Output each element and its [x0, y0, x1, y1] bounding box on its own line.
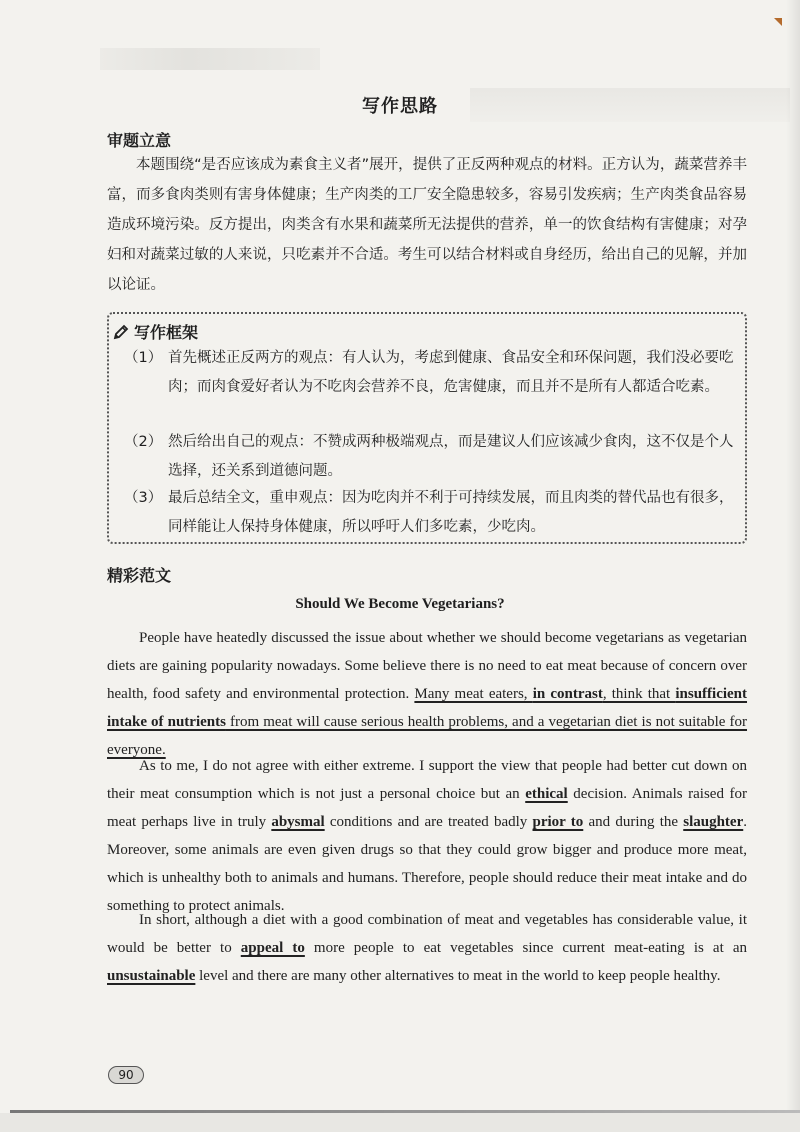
key-phrase: unsustainable [107, 968, 196, 984]
text-run: and during the [583, 814, 684, 830]
underlined-phrase: Many meat eaters, [414, 686, 533, 702]
framework-heading [112, 320, 198, 343]
page-number: 90 [108, 1066, 144, 1084]
key-phrase: ethical [525, 786, 568, 802]
key-phrase: slaughter [683, 814, 744, 830]
key-phrase: in contrast [532, 686, 603, 702]
framework-item-text: 首先概述正反两方的观点：有人认为，考虑到健康、食品安全和环保问题，我们没必要吃肉；而肉食爱好者认为不吃肉会营养不良，危害健康，而且并不是所有人都适合吃素。 [168, 350, 734, 395]
review-paragraph: 本题围绕“是否应该成为素食主义者”展开，提供了正反两种观点的材料。正方认为，蔬菜营养丰富，而多食肉类则有害身体健康；生产肉类的工厂安全隐患较多，容易引发疾病；生产肉类食品容易造成环境污染。反方提出，肉类含有水果和蔬菜所无法提供的营养，单一的饮食结构有害健康；对孕妇和对蔬菜过敏的人来说，只吃素并不合适。考生可以结合材料或自身经历，给出自己的见解，并加以论证。 [107, 157, 747, 293]
framework-item [124, 344, 744, 402]
framework-item [124, 484, 744, 542]
framework-item-number: （3） [124, 490, 163, 506]
framework-item [124, 428, 744, 486]
essay-paragraph-1 [107, 624, 747, 764]
text-run: conditions and are treated badly [324, 814, 533, 830]
framework-item-text: 然后给出自己的观点：不赞成两种极端观点，而是建议人们应该减少食肉，这不仅是个人选择，还关系到道德问题。 [168, 434, 734, 479]
page-bottom-shadow [0, 1113, 800, 1132]
text-run: from meat will cause serious health problems, and a vegetarian diet is not suitable for everyone. [107, 714, 748, 758]
text-run: decision. Animals raised for meat perhaps live in truly [107, 786, 747, 830]
framework-item-number: （1） [124, 350, 163, 366]
page-edge-shadow [786, 0, 800, 1132]
framework-heading-text: 写作框架 [134, 323, 199, 342]
text-run: As to me, I do not agree with either extreme. I support the view that people had better cut down on their meat consumption which is not just a personal choice but an [107, 758, 747, 802]
text-run: In short, although a diet with a good combination of meat and vegetables has considerable value, it would be better to [107, 912, 747, 956]
essay-title: Should We Become Vegetarians? [295, 596, 505, 612]
pencil-icon [112, 323, 130, 341]
page-corner-mark [774, 18, 782, 26]
text-run: . Moreover, some animals are even given drugs so that they could grow bigger and produce more meat, which is unhealthy both to animals and humans. Therefore, people should reduce their meat intake and do something to protect animals. [107, 814, 747, 914]
key-phrase: abysmal [271, 814, 325, 830]
text-run: , think that [602, 686, 676, 702]
essay-paragraph-2 [107, 752, 747, 920]
key-phrase: prior to [532, 814, 584, 830]
section-title: 写作思路 [362, 96, 438, 117]
text-run: People have heatedly discussed the issue about whether we should become vegetarians as vegetarian diets are gaining popularity nowadays. Some believe there is no need to eat meat because of concern over health, food safety and environmental protection. [107, 630, 747, 702]
scan-artifact-top [100, 48, 320, 70]
review-heading: 审题立意 [107, 131, 172, 150]
essay-heading: 精彩范文 [107, 566, 172, 585]
key-phrase: insufficient intake of nutrients [107, 686, 748, 730]
framework-item-text: 最后总结全文，重申观点：因为吃肉并不利于可持续发展，而且肉类的替代品也有很多，同样能让人保持身体健康，所以呼吁人们多吃素，少吃肉。 [168, 490, 734, 535]
essay-paragraph-3 [107, 906, 747, 990]
text-run: level and there are many other alternatives to meat in the world to keep people healthy. [195, 968, 721, 984]
key-phrase: appeal to [240, 940, 305, 956]
framework-item-number: （2） [124, 434, 163, 450]
text-run: more people to eat vegetables since current meat-eating is at an [304, 940, 747, 956]
